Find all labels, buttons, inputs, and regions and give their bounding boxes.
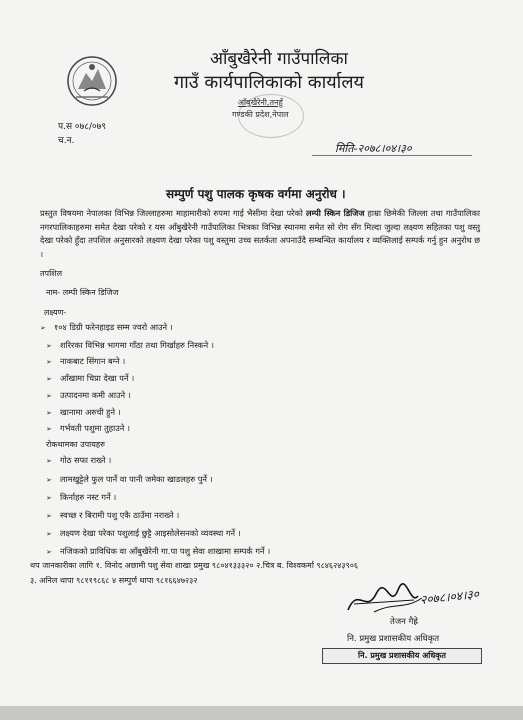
list-item: ➢ गर्भवती पशुमा तुहाउने ।	[46, 423, 131, 433]
municipality-name: आँबुखैरेनी गाउँपालिका	[210, 49, 348, 69]
reference-number: प.स ०७८/०७९	[58, 122, 107, 132]
tapsil-label: तपशिल	[40, 269, 63, 278]
list-item: ➢ नजिकको प्राविधिक वा आँबुखैरेनी गा.पा पशु सेवा शाखामा सम्पर्क गर्ने ।	[46, 546, 271, 556]
prevention-label: रोकथामका उपायहरु	[46, 440, 105, 449]
signatory-title: नि. प्रमुख प्रशासकीय अधिकृत	[347, 634, 440, 644]
list-item: ➢ स्वच्छ र बिरामी पशु एकै ठाउँमा नराख्ने ।	[46, 510, 180, 520]
body-text-2: हाम्रा छिमेकी जिल्ला तथा गाउँपालिका नगरपालिकाहरुमा समेत देखा परेको र यस आँबुखैरेनी गाउँपालिका भित्रका विभिन्न स्थानमा समेत सो रोग सँग मिल्दा जुल्दा लक्ष्यण सहितका पशु वस्तु देखा परेको हुँदा तपशिल अनुसारको लक्ष्यण देखा परेका पशु वस्तुमा उच्च सतर्कता अपनाउँदै सम्बन्धित कार्यालय र व्यक्तिलाई सम्पर्क गर्नु हुन अनुरोध छ ।	[40, 208, 480, 259]
body-text-1: प्रस्तुत विषयमा नेपालका विभिन्न जिल्लाहरुमा माहामारीको रुपमा गाई भैसीमा देखा परेको	[40, 208, 306, 218]
list-item: ➢ लामखुट्टेले फुल पार्ने वा पानी जमेका खाडलहरु पुर्ने ।	[46, 474, 213, 484]
list-item: ➢ खानामा अरुची हुने ।	[46, 407, 121, 417]
list-item: ➢ लक्ष्यण देखा परेका पशुलाई छुट्टै आइसोलेसनको व्यवस्था गर्ने ।	[46, 528, 241, 538]
address-line-2: गण्डकी प्रदेश,नेपाल	[232, 110, 289, 119]
signatory-name: तेजन गैह्रे	[390, 617, 418, 627]
office-name: गाउँ कार्यपालिकाको कार्यालय	[174, 72, 364, 93]
letter-title: सम्पुर्ण पशु पालक कृषक वर्गमा अनुरोध ।	[166, 187, 346, 201]
list-item: ➢ किर्नाहरु नस्ट गर्ने ।	[46, 492, 117, 502]
official-seal: नि. प्रमुख प्रशासकीय अधिकृत	[322, 648, 482, 664]
symptoms-label: लक्ष्यण-	[44, 308, 67, 317]
date-underline	[312, 155, 472, 156]
list-item: ➢ आँखामा चिप्रा देखा पर्ने ।	[46, 373, 135, 383]
list-item: ➢ १०४ डिग्री फरेनहाइड सम्म ज्वरो आउने ।	[40, 322, 173, 332]
nepal-emblem-icon	[66, 55, 118, 107]
address-line-1: आँबुखैरेनी,तनहुँ	[237, 98, 283, 107]
letter-date: मिति-२०७८।०४।३०	[335, 142, 412, 155]
disease-name: नाम- लम्पी स्किन डिजिज	[46, 288, 119, 297]
signature-date: २०७८।०४।३०	[419, 586, 480, 608]
list-item: ➢ उत्पादनमा कमी आउने ।	[46, 390, 131, 400]
list-item: ➢ गोठ सफा राख्ने ।	[46, 455, 112, 465]
office-address	[232, 97, 289, 121]
disease-bold: लम्पी स्किन डिजिज	[305, 208, 365, 218]
letter-body	[40, 207, 480, 261]
page-bottom-edge	[0, 706, 523, 720]
contact-line-2: ३. अनिल थापा ९८११९८६८ ४ सम्पुर्ण थापा ९८१६६४७२३२	[30, 576, 198, 585]
list-item: ➢ शरिरका विभिन्न भागमा गाँठा तथा गिर्खाहरु निस्कने ।	[46, 340, 214, 350]
contact-line-1: थप जानकारीका लागि १. विनोद अछामी पशु सेवा शाखा प्रमुख ९८०४१३३३२० २.चित्र ब. विश्वकर्मा ९८४६२४३९०६	[30, 561, 359, 570]
list-item: ➢ नाकबाट सिंगान बग्ने ।	[46, 356, 126, 366]
dispatch-number: च.न.	[58, 136, 75, 146]
